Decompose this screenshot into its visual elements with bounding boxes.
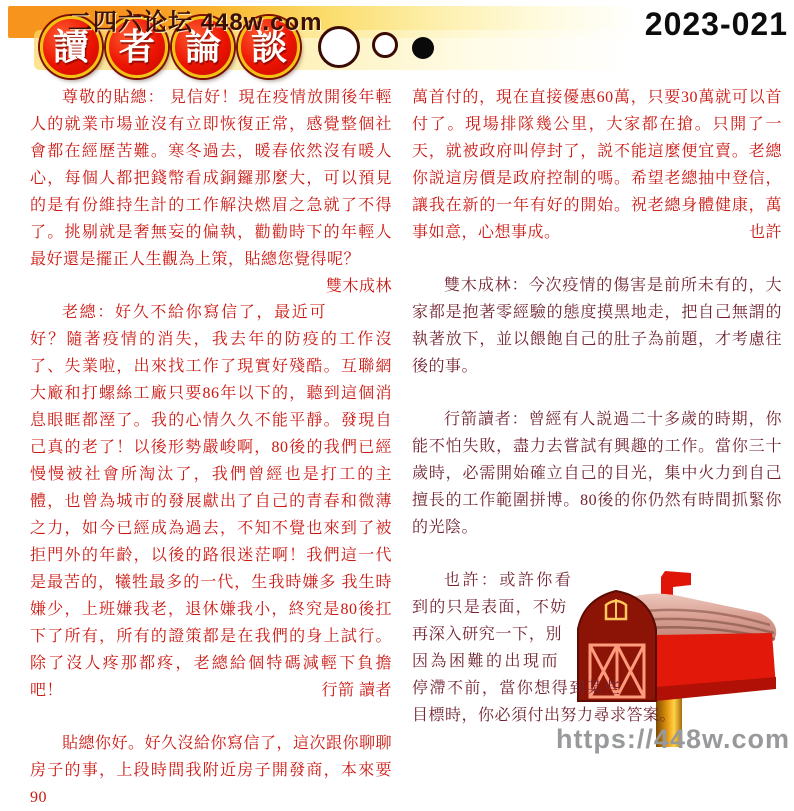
letter-continuation-paragraph	[412, 84, 782, 246]
site-title: 二四六论坛 448w.com	[68, 9, 323, 36]
editor-reply-paragraph	[412, 567, 782, 729]
deco-circle-filled	[412, 37, 434, 59]
letter-paragraph	[30, 84, 392, 295]
logo-char-4: 談	[250, 27, 287, 67]
deco-circle-outline-large	[318, 26, 360, 68]
logo-char-1: 讀	[52, 27, 89, 67]
letter-paragraph	[30, 730, 392, 811]
logo-char-3: 論	[184, 27, 221, 67]
reply-body: 行箭讀者：曾經有人説過二十多歲的時期，你能不怕失敗，盡力去嘗試有興趣的工作。當你三十歲時，必需開始確立自己的目光，集中火力到自己擅長的工作範圍拼博。80後的你仍然有時間抓緊你的光陰。	[412, 411, 782, 536]
reply-body: 雙木成林：今次疫情的傷害是前所未有的，大家都是抱著零經驗的態度摸黑地走，把自己無謂的執著放下，並以餵飽自己的肚子為前題，才考慮往後的事。	[412, 277, 782, 375]
editor-reply-paragraph	[412, 272, 782, 380]
letter-body: 貼總你好。好久沒給你寫信了，這次跟你聊聊房子的事，上段時間我附近房子開發商，本來要90	[30, 735, 393, 806]
site-watermark: https://448w.com	[555, 724, 790, 754]
logo-char-2: 者	[118, 27, 155, 67]
editor-reply-paragraph	[412, 406, 782, 541]
letter-signature: 也許	[748, 224, 782, 241]
right-column	[412, 84, 782, 747]
letter-body: 萬首付的，現在直接優惠60萬，只要30萬就可以首付了。現場排隊幾公里，大家都在搶。只開了一天，就被政府叫停封了，説不能這麼便宜賣。老總你説這房價是政府控制的嗎。希望老總抽中登信，讓我在新的一年有好的開始。祝老總身體健康，萬事如意，心想事成。	[412, 89, 782, 241]
letter-body: 老總：好久不給你寫信了，最近可好？隨著疫情的消失，我去年的防疫的工作沒了、失業啦，出來找工作了現實好殘酷。互聯網大廠和打螺絲工廠只要86年以下的，聽到這個消息眼眶都溼了。我的心情久久不能平靜。發現自己真的老了！以後形勢嚴峻啊，80後的我們已經慢慢被社會所淘汰了，我們曾經也是打工的主體，也曾為城市的發展獻出了自己的青春和微薄之力，如今已經成為過去，不知不覺也來到了被拒門外的年齡，以後的路很迷茫啊！我們這一代是最苦的，犧牲最多的一代，生我時嫌多 我生時嫌少，上班嫌我老，退休嫌我小，終究是80後扛下了所有，所有的證策都是在我們的身上試行。除了沒人疼那都疼，老總給個特碼減輕下負擔吧！	[30, 304, 392, 699]
letter-signature: 行箭 讀者	[321, 682, 392, 699]
deco-circle-outline-small	[372, 32, 398, 58]
reply-body: 也許：或許你看到的只是表面，不妨再深入研究一下，別因為困難的出現而停滯不前，當你想得到某些目標時，你必須付出努力尋求答案。	[412, 572, 677, 724]
issue-number: 2023-021	[644, 6, 788, 42]
letter-paragraph	[30, 299, 392, 704]
letter-body: 尊敬的貼總： 見信好！現在疫情放開後年輕人的就業市場並沒有立即恢復正常，感覺整個社會都在經歷苦難。寒冬過去，暖春依然沒有暖人心，每個人都把錢幣看成銅鑼那麼大，可以預見的是有份維持生計的工作解決燃眉之急就了不得了。挑剔就是奢無妄的偏執，勸勸時下的年輕人最好還是擺正人生觀為上策，貼總您覺得呢？	[30, 89, 392, 268]
letter-signature: 雙木成林	[325, 278, 392, 295]
left-column	[30, 84, 392, 811]
